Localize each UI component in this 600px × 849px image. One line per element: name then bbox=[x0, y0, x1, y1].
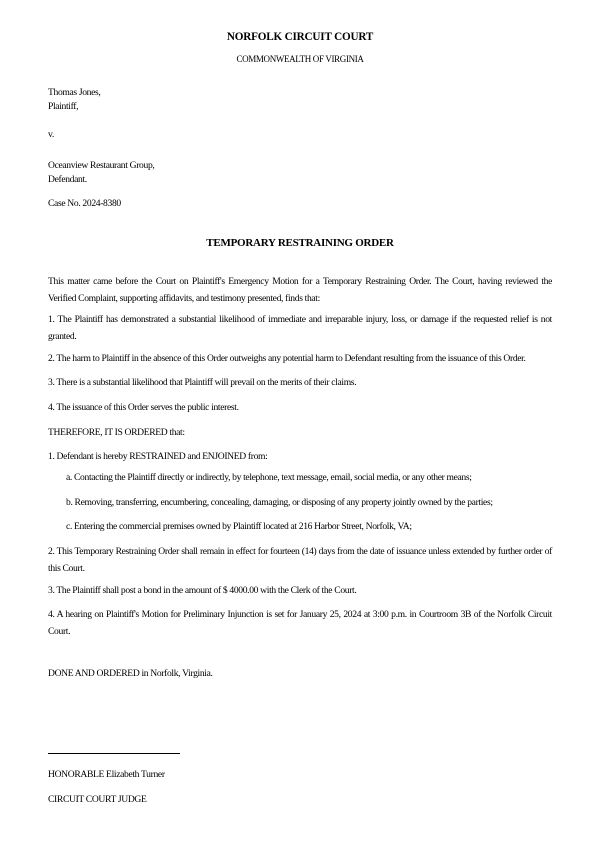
court-name: NORFOLK CIRCUIT COURT bbox=[226, 31, 374, 43]
judge-name: HONORABLE Elizabeth Turner bbox=[48, 769, 165, 780]
order-2: 2. This Temporary Restraining Order shall remain in effect for fourteen (14) days from the date of issuance unless extended by further order of this Court. bbox=[48, 546, 552, 574]
judge-title: CIRCUIT COURT JUDGE bbox=[48, 794, 147, 805]
restraint-c: c. Entering the commercial premises owned by Plaintiff located at 216 Harbor Street, Norfolk, VA; bbox=[66, 521, 412, 532]
finding-2: 2. The harm to Plaintiff in the absence of this Order outweighs any potential harm to Defendant resulting from the issuance of this Order. bbox=[48, 353, 526, 364]
defendant-name: Oceanview Restaurant Group, bbox=[48, 160, 155, 171]
restraint-b: b. Removing, transferring, encumbering, concealing, damaging, or disposing of any property jointly owned by the parties; bbox=[66, 497, 493, 508]
finding-1: 1. The Plaintiff has demonstrated a substantial likelihood of immediate and irreparable injury, loss, or damage if the requested relief is not granted. bbox=[48, 314, 552, 342]
intro-paragraph: This matter came before the Court on Plaintiff's Emergency Motion for a Temporary Restraining Order. The Court, having reviewed the Verified Complaint, supporting affidavits, and testimony presented, finds that: bbox=[48, 276, 552, 304]
signature-line bbox=[48, 753, 180, 754]
plaintiff-role: Plaintiff, bbox=[48, 101, 79, 112]
order-1: 1. Defendant is hereby RESTRAINED and ENJOINED from: bbox=[48, 451, 268, 462]
therefore-clause: THEREFORE, IT IS ORDERED that: bbox=[48, 427, 185, 438]
order-3: 3. The Plaintiff shall post a bond in the amount of $ 4000.00 with the Clerk of the Court. bbox=[48, 585, 357, 596]
done-and-ordered: DONE AND ORDERED in Norfolk, Virginia. bbox=[48, 668, 213, 679]
defendant-role: Defendant. bbox=[48, 174, 87, 185]
case-number: Case No. 2024-8380 bbox=[48, 198, 121, 209]
jurisdiction: COMMONWEALTH OF VIRGINIA bbox=[236, 54, 364, 64]
finding-4: 4. The issuance of this Order serves the public interest. bbox=[48, 402, 239, 413]
versus: v. bbox=[48, 129, 54, 140]
order-title: TEMPORARY RESTRAINING ORDER bbox=[206, 237, 394, 249]
order-4: 4. A hearing on Plaintiff's Motion for Preliminary Injunction is set for January 25, 2024 at 3:00 p.m. in Courtroom 3B of the Norfolk Circuit Court. bbox=[48, 609, 552, 637]
finding-3: 3. There is a substantial likelihood that Plaintiff will prevail on the merits of their claims. bbox=[48, 377, 357, 388]
restraint-a: a. Contacting the Plaintiff directly or indirectly, by telephone, text message, email, social media, or any other means; bbox=[66, 472, 472, 483]
plaintiff-name: Thomas Jones, bbox=[48, 87, 101, 98]
